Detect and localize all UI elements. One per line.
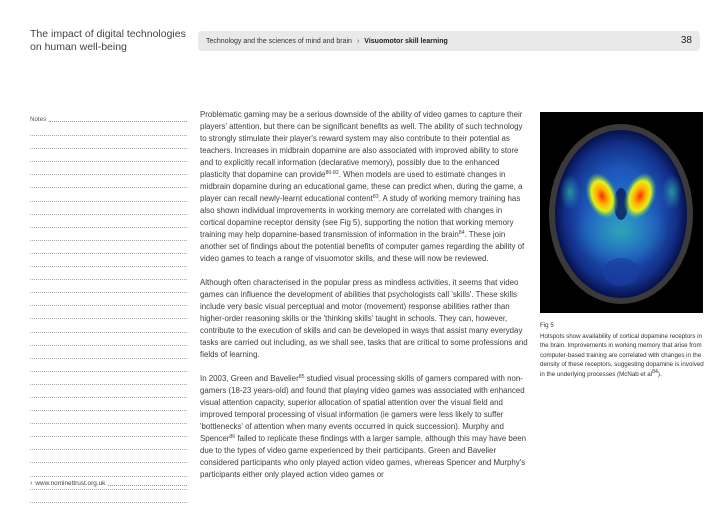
note-line <box>30 437 187 450</box>
citation: 84 <box>458 230 465 236</box>
page-number: 38 <box>680 35 692 46</box>
figure-caption <box>540 321 705 380</box>
figure-caption-text: Hotspots show availability of cortical dopamine receptors in the brain. Improvements in working memory that arise from computer-based training are correlated with changes in the density of these receptors, suggesting dopamine is involved in the underlying processes (McNab et $al^{84}$). <box>540 332 704 378</box>
note-line <box>30 241 187 254</box>
note-line <box>30 398 187 411</box>
note-line <box>30 123 187 136</box>
note-line <box>30 463 187 476</box>
note-line <box>30 359 187 372</box>
citation: 80-82 <box>325 170 339 176</box>
note-line <box>30 490 187 503</box>
note-line <box>30 372 187 385</box>
citation: 84 <box>652 368 658 375</box>
note-line <box>30 188 187 201</box>
note-line <box>30 267 187 280</box>
figure-title: Fig 5 <box>540 322 554 329</box>
citation: 83 <box>372 194 379 200</box>
footer <box>30 480 187 487</box>
notes-heading-rule <box>49 121 187 122</box>
note-line <box>30 280 187 293</box>
paragraph-3: In 2003, Green and Bavelier$^{85}$ studied visual processing skills of gamers compared with non-gamers (18-23 years-old) and found that playing video games was associated with enhanced visual attention capacity, superior allocation of spatial attention over the visual field and improved temporal processing of visual information (ie gamers were less likely to suffer 'bottlenecks' of attention when many events occurred in quick succession). Murphy and Spencer$^{86}$ failed to replicate these findings with a larger sample, although this may have been due to the types of video game experienced by their participants. Green and Bavelier considered participants who only played action video games, whereas Spencer and Murphy's participants either only played action video games or <box>200 374 526 479</box>
notes-label: Notes <box>30 116 47 123</box>
note-line <box>30 293 187 306</box>
note-line <box>30 450 187 463</box>
footer-arrow-icon: › <box>30 480 33 487</box>
note-line <box>30 175 187 188</box>
paragraph-2: Although often characterised in the popular press as mindless activities, it seems that video games can influence the development of abilities that psychologists call 'skills'. These skills include very basic visual perceptual and motor (movement) response abilities rather than higher-order reasoning skills or the 'thinking skills' taught in schools. They can, however, contribute to the execution of skills and can be developed in ways that assist many everyday tasks are carried out including, as we shall see, tasks that are critical to some professions and fields of learning. <box>200 278 528 359</box>
note-line <box>30 424 187 437</box>
note-lines <box>30 123 187 503</box>
footer-rule <box>108 485 187 486</box>
note-line <box>30 411 187 424</box>
note-line <box>30 306 187 319</box>
footer-url-link[interactable]: www.nominettrust.org.uk <box>35 480 106 487</box>
note-line <box>30 319 187 332</box>
brain-scan-svg <box>540 112 703 313</box>
notes-column <box>30 113 187 503</box>
running-header <box>198 31 700 51</box>
body-text <box>200 109 528 481</box>
paragraph-1: Problematic gaming may be a serious downside of the ability of video games to capture their players' attention, but there can be significant benefits as well. The ability of such technology to strongly stimulate their player's reward system may also contribute to their potential as teachers. Increases in midbrain dopamine are also associated with improved ability to store and to explicitly recall information (declarative memory), possibly due to the enhanced plasticity that dopamine can provide$^{80-82}$. When models are used to estimate changes in midbrain dopamine during an educational game, these can predict when, during the game, a player can recall newly-learnt educational content$^{83}$. A study of working memory training has also shown individual improvements in working memory are correlated with changes in cortical dopamine receptor density (see Fig 5), supporting the notion that working memory training may help dopamine-based transmission of information in the brain$^{84}$. These join another set of findings about the potential benefits of computer games regarding the ability of video games to teach a range of visuomotor skills, and these will now be reviewed. <box>200 110 525 263</box>
note-line <box>30 228 187 241</box>
note-line <box>30 162 187 175</box>
note-line <box>30 149 187 162</box>
brain-scan-image <box>540 112 703 313</box>
note-line <box>30 202 187 215</box>
breadcrumb-separator-icon: › <box>356 37 360 45</box>
citation: 86 <box>229 434 236 440</box>
notes-heading <box>30 113 187 123</box>
note-line <box>30 215 187 228</box>
note-line <box>30 254 187 267</box>
citation: 85 <box>298 374 305 380</box>
note-line <box>30 136 187 149</box>
header-section: Technology and the sciences of mind and brain <box>206 37 352 45</box>
document-title: The impact of digital technologies on human well-being <box>30 28 186 53</box>
note-line <box>30 385 187 398</box>
header-subsection: Visuomotor skill learning <box>364 37 448 45</box>
note-line <box>30 346 187 359</box>
note-line <box>30 333 187 346</box>
